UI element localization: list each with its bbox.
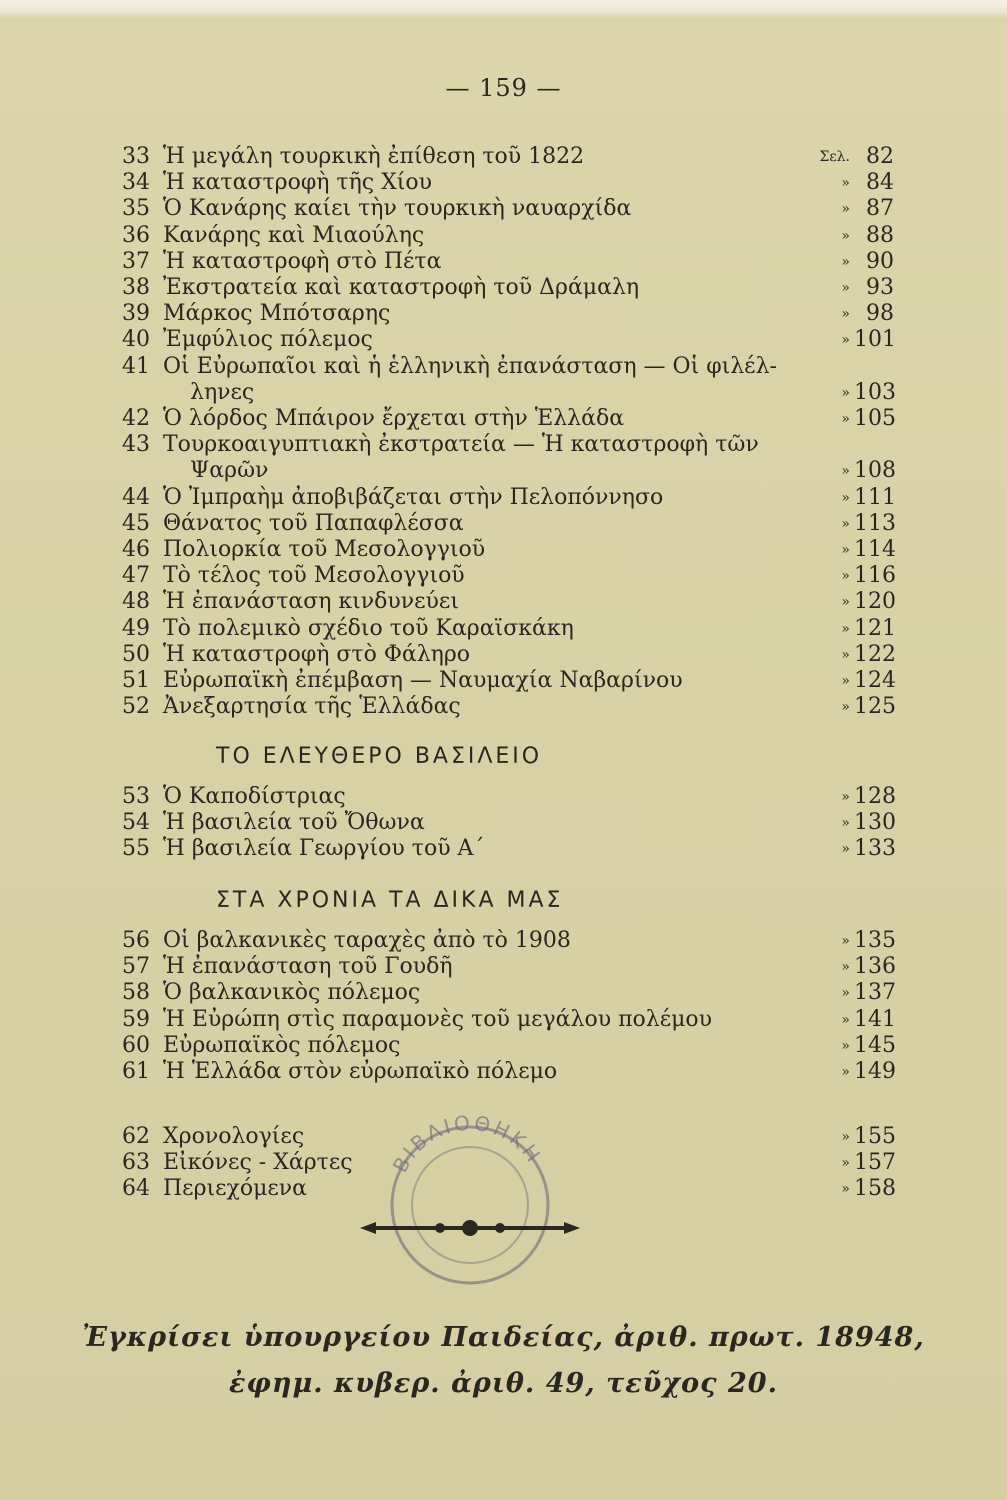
toc-entry-page: 84 xyxy=(866,170,894,196)
toc-entry-number: 41 xyxy=(122,353,150,379)
toc-entry-page: 90 xyxy=(866,248,894,274)
stamp-text: ΒΙΒΛΙΟΘΗΚΗ xyxy=(387,1110,547,1177)
toc-entry-number: 50 xyxy=(122,641,150,667)
toc-entry-marker: » xyxy=(841,175,850,192)
toc-entry-number: 64 xyxy=(122,1176,150,1202)
toc-entry xyxy=(0,1059,1007,1085)
toc-entry-title: Οἱ Εὐρωπαῖοι καὶ ἡ ἑλληνικὴ ἐπανάσταση — Οἱ φιλέλ- xyxy=(163,353,777,379)
toc-entry-title: Ἡ καταστροφὴ στὸ Φάληρο xyxy=(163,641,471,667)
toc-entry-number: 37 xyxy=(122,248,150,274)
toc-entry-number: 51 xyxy=(122,668,150,693)
toc-entry-number: 38 xyxy=(122,275,150,300)
toc-entry-marker: » xyxy=(841,280,850,296)
toc-entry-marker: » xyxy=(841,985,850,1002)
toc-entry xyxy=(0,380,1007,406)
toc-entry-marker: » xyxy=(841,411,850,427)
toc-entry-number: 46 xyxy=(122,537,150,562)
toc-entry xyxy=(0,1007,1007,1033)
toc-entry-title: Μάρκος Μπότσαρης xyxy=(163,301,391,327)
toc-entry-title: Ἡ μεγάλη τουρκικὴ ἐπίθεση τοῦ 1822 xyxy=(163,144,585,169)
toc-entry-number: 58 xyxy=(122,980,150,1006)
toc-entry-number: 34 xyxy=(122,170,150,196)
toc-entry xyxy=(0,432,1007,458)
toc-entry-title: Ἡ βασιλεία Γεωργίου τοῦ Α΄ xyxy=(163,836,485,862)
toc-entry xyxy=(0,694,1007,720)
toc-entry xyxy=(0,1033,1007,1059)
toc-entry xyxy=(0,170,1007,196)
toc-entry-page: 145 xyxy=(854,1032,896,1058)
toc-entry-page: 82 xyxy=(866,144,894,169)
toc-entry-page: 135 xyxy=(854,928,896,953)
toc-entry-marker: » xyxy=(841,673,850,689)
toc-entry xyxy=(0,954,1007,980)
toc-entry-number: 53 xyxy=(122,784,150,809)
toc-entry-marker: » xyxy=(841,201,850,218)
toc-entry-title: Εἰκόνες - Χάρτες xyxy=(163,1150,353,1176)
toc-entry-title: Εὐρωπαϊκὴ ἐπέμβαση — Ναυμαχία Ναβαρίνου xyxy=(163,668,683,693)
toc-entry-number: 54 xyxy=(122,810,150,836)
toc-entry-marker: » xyxy=(841,1129,850,1145)
toc-entry-marker: » xyxy=(841,1064,850,1080)
toc-entry-page: 111 xyxy=(854,484,896,510)
toc-entry xyxy=(0,511,1007,537)
toc-entry-title: Πολιορκία τοῦ Μεσολογγιοῦ xyxy=(163,537,486,562)
toc-entry-title: Ὁ Ἰμπραὴμ ἀποβιβάζεται στὴν Πελοπόννησο xyxy=(163,484,664,510)
toc-entry-title: Ὁ λόρδος Μπάιρον ἔρχεται στὴν Ἑλλάδα xyxy=(163,406,625,431)
toc-entry-marker: » xyxy=(841,253,850,270)
svg-text:ΒΙΒΛΙΟΘΗΚΗ xyxy=(388,1111,547,1177)
toc-entry-page: 116 xyxy=(854,563,896,589)
toc-entry-marker: » xyxy=(841,1181,850,1198)
toc-entry-title: Ὁ Καποδίστριας xyxy=(163,784,346,809)
toc-entry-title: Οἱ βαλκανικὲς ταραχὲς ἀπὸ τὸ 1908 xyxy=(163,928,571,953)
toc-entry xyxy=(0,589,1007,615)
toc-entry-title: Ἡ ἐπανάσταση κινδυνεύει xyxy=(163,589,459,615)
toc-entry-page: 155 xyxy=(854,1124,896,1149)
toc-entry-marker: » xyxy=(841,332,850,349)
toc-entry xyxy=(0,249,1007,275)
toc-entry-marker: » xyxy=(841,568,850,585)
toc-entry-title: Ἐμφύλιος πόλεμος xyxy=(163,327,373,353)
toc-entry-marker: » xyxy=(841,515,850,532)
toc-entry-marker: » xyxy=(841,620,850,637)
toc-entry-marker: » xyxy=(841,1011,850,1028)
toc-entry-marker: » xyxy=(841,542,850,558)
toc-entry xyxy=(0,642,1007,668)
toc-entry-title: Ὁ Κανάρης καίει τὴν τουρκικὴ ναυαρχίδα xyxy=(163,196,632,222)
toc-entry-number: 61 xyxy=(122,1059,150,1084)
toc-entry-title: Τὸ τέλος τοῦ Μεσολογγιοῦ xyxy=(163,563,465,589)
toc-entry-page: 124 xyxy=(854,668,896,693)
toc-entry-page: 101 xyxy=(854,327,896,353)
toc-entry-page: 133 xyxy=(854,836,896,862)
page-top-fade xyxy=(0,0,1007,18)
toc-entry-page: 137 xyxy=(854,980,896,1006)
toc-entry-number: 56 xyxy=(122,928,150,953)
toc-entry-page: 93 xyxy=(866,275,894,300)
toc-entry-title: Ἡ βασιλεία τοῦ Ὄθωνα xyxy=(163,810,425,836)
toc-entry-page: 114 xyxy=(854,537,896,562)
toc-entry-number: 57 xyxy=(122,954,150,980)
toc-entry-title: Τουρκοαιγυπτιακὴ ἐκστρατεία — Ἡ καταστροφὴ τῶν xyxy=(163,432,759,458)
toc-entry-title: Εὐρωπαϊκὸς πόλεμος xyxy=(163,1032,401,1058)
toc-entry-page: 98 xyxy=(866,301,894,327)
toc-entry-title: Ἡ ἐπανάσταση τοῦ Γουδῆ xyxy=(163,954,453,980)
toc-entry-number: 42 xyxy=(122,406,150,431)
toc-entry xyxy=(0,563,1007,589)
toc-entry-page: 113 xyxy=(854,510,896,536)
toc-entry xyxy=(0,354,1007,380)
toc-entry-title: Ὁ βαλκανικὸς πόλεμος xyxy=(163,980,421,1006)
toc-entry-page: 141 xyxy=(854,1006,896,1032)
page-number: — 159 — xyxy=(445,74,562,102)
toc-entry-number: 39 xyxy=(122,301,150,327)
toc-entry-marker: » xyxy=(841,841,850,858)
toc-entry-title: Θάνατος τοῦ Παπαφλέσσα xyxy=(163,510,464,536)
toc-entry xyxy=(0,327,1007,353)
toc-entry xyxy=(0,144,1007,170)
toc-entry-title: Ψαρῶν xyxy=(190,458,269,484)
toc-entry-page: 108 xyxy=(854,458,896,484)
toc-entry-title: Χρονολογίες xyxy=(163,1124,305,1149)
toc-entry-number: 48 xyxy=(122,589,150,615)
toc-entry xyxy=(0,196,1007,222)
toc-entry-marker: » xyxy=(841,489,850,506)
toc-entry-title: Ἐκστρατεία καὶ καταστροφὴ τοῦ Δράμαλη xyxy=(163,275,640,300)
toc-entry-number: 55 xyxy=(122,836,150,862)
toc-entry xyxy=(0,810,1007,836)
toc-entry-number: 33 xyxy=(122,144,150,169)
toc-entry-marker: » xyxy=(841,1155,850,1172)
toc-entry xyxy=(0,980,1007,1006)
section-heading-our-times: ΣΤΑ ΧΡΟΝΙΑ ΤΑ ΔΙΚΑ ΜΑΣ xyxy=(216,888,564,913)
toc-entry-number: 40 xyxy=(122,327,150,353)
toc-entry-page: 87 xyxy=(866,196,894,222)
toc-entry-number: 63 xyxy=(122,1150,150,1176)
toc-entry-number: 47 xyxy=(122,563,150,589)
toc-entry-marker: » xyxy=(841,1037,850,1054)
toc-entry-number: 52 xyxy=(122,694,150,720)
toc-entry-number: 35 xyxy=(122,196,150,222)
toc-entry-page: 130 xyxy=(854,810,896,836)
toc-entry-marker: » xyxy=(841,933,850,949)
toc-entry-number: 36 xyxy=(122,222,150,248)
toc-entry-marker: » xyxy=(841,227,850,244)
toc-entry-page: 128 xyxy=(854,784,896,809)
toc-entry-page: 149 xyxy=(854,1059,896,1084)
toc-entry-title: ληνες xyxy=(190,379,255,405)
toc-entry xyxy=(0,458,1007,484)
toc-entry-marker: Σελ. xyxy=(819,149,850,165)
toc-entry xyxy=(0,668,1007,694)
toc-entry-page: 105 xyxy=(854,406,896,431)
approval-line-2: ἐφημ. κυβερ. ἀριθ. 49, τεῦχος 20. xyxy=(229,1368,778,1399)
toc-entry-number: 45 xyxy=(122,510,150,536)
toc-entry-number: 59 xyxy=(122,1006,150,1032)
toc-entry xyxy=(0,616,1007,642)
toc-entry xyxy=(0,223,1007,249)
toc-entry-marker: » xyxy=(841,815,850,832)
toc-entry-title: Περιεχόμενα xyxy=(163,1176,308,1202)
toc-entry-page: 122 xyxy=(854,641,896,667)
toc-entry xyxy=(0,301,1007,327)
toc-entry-number: 43 xyxy=(122,432,150,458)
toc-entry-title: Κανάρης καὶ Μιαούλης xyxy=(163,222,425,248)
toc-entry-marker: » xyxy=(841,789,850,805)
toc-entry-title: Ἡ καταστροφὴ στὸ Πέτα xyxy=(163,248,442,274)
toc-entry-number: 62 xyxy=(122,1124,150,1149)
toc-entry-title: Ἡ Ἑλλάδα στὸν εὐρωπαϊκὸ πόλεμο xyxy=(163,1059,558,1084)
toc-entry xyxy=(0,836,1007,862)
toc-entry-number: 44 xyxy=(122,484,150,510)
toc-entry-title: Ἡ καταστροφὴ τῆς Χίου xyxy=(163,170,432,196)
toc-entry-marker: » xyxy=(841,463,850,480)
toc-entry-page: 88 xyxy=(866,222,894,248)
toc-entry-title: Τὸ πολεμικὸ σχέδιο τοῦ Καραϊσκάκη xyxy=(163,615,574,641)
toc-entry-marker: » xyxy=(841,306,850,323)
toc-entry-marker: » xyxy=(841,594,850,611)
toc-entry-number: 60 xyxy=(122,1032,150,1058)
toc-entry-marker: » xyxy=(841,384,850,401)
toc-entry-title: Ἀνεξαρτησία τῆς Ἑλλάδας xyxy=(163,694,461,720)
toc-entry-page: 103 xyxy=(854,379,896,405)
toc-entry-page: 158 xyxy=(854,1176,896,1202)
toc-entry-marker: » xyxy=(841,646,850,663)
toc-entry xyxy=(0,537,1007,563)
toc-entry xyxy=(0,928,1007,954)
toc-entry xyxy=(0,406,1007,432)
toc-entry-marker: » xyxy=(841,699,850,716)
toc-entry-page: 121 xyxy=(854,615,896,641)
library-stamp xyxy=(360,1100,580,1300)
toc-entry-page: 120 xyxy=(854,589,896,615)
toc-entry-number: 49 xyxy=(122,615,150,641)
section-heading-free-kingdom: ΤΟ ΕΛΕΥΘΕΡΟ ΒΑΣΙΛΕΙΟ xyxy=(216,744,543,769)
toc-entry-page: 125 xyxy=(854,694,896,720)
approval-line-1: Ἐγκρίσει ὑπουργείου Παιδείας, ἀριθ. πρωτ. 18948, xyxy=(82,1322,925,1353)
toc-entry-page: 136 xyxy=(854,954,896,980)
toc-entry xyxy=(0,275,1007,301)
toc-entry-marker: » xyxy=(841,959,850,976)
toc-entry xyxy=(0,784,1007,810)
toc-entry-title: Ἡ Εὐρώπη στὶς παραμονὲς τοῦ μεγάλου πολέμου xyxy=(163,1006,713,1032)
toc-entry xyxy=(0,485,1007,511)
toc-entry-page: 157 xyxy=(854,1150,896,1176)
